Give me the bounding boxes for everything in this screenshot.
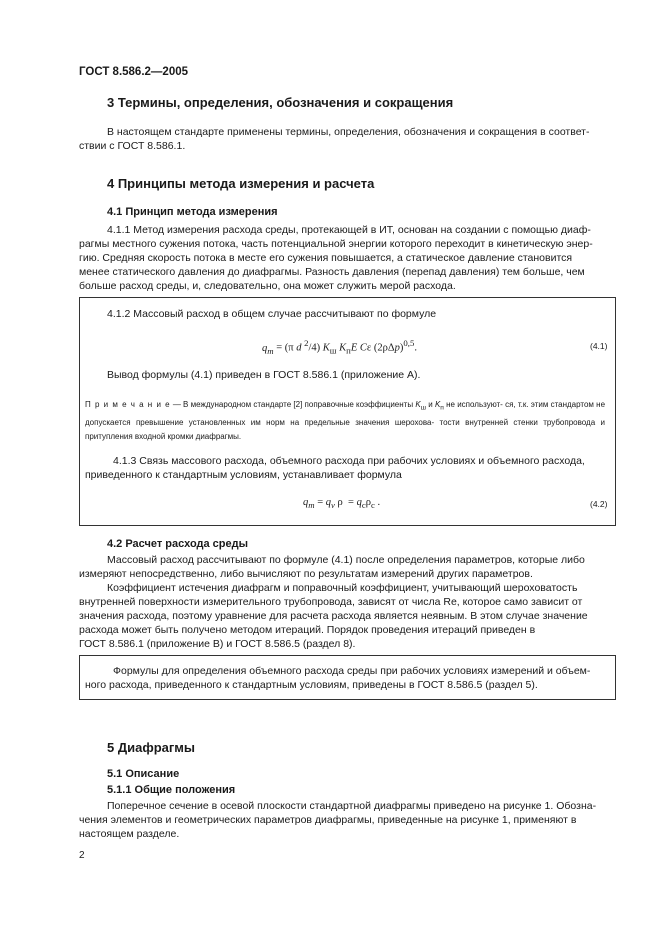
subsection-5-1-title: 5.1 Описание	[107, 768, 180, 780]
formula-4-2: $q_m = q_v$ $\rho = q_c\rho_c$ .	[303, 497, 381, 511]
section-5-title: 5 Диафрагмы	[107, 740, 196, 755]
paragraph-4-1-2: 4.1.2 Массовый расход в общем случае рассчитывают по формуле	[107, 308, 437, 320]
subsection-4-2-title: 4.2 Расчет расхода среды	[107, 538, 249, 550]
formula-4-1: $q_m = (\pi$ d $^2$/4) $K_ш$ $K_пE$ Cε $(2\rho\Delta p)^{0,5}$.	[262, 338, 417, 356]
standard-header: ГОСТ 8.586.2—2005	[79, 66, 189, 78]
equation-number-4-2: (4.2)	[590, 499, 608, 509]
equation-number-4-1: (4.1)	[590, 341, 608, 351]
subsection-4-1-title: 4.1 Принцип метода измерения	[107, 206, 278, 218]
paragraph-4-1-1: 4.1.1 Метод измерения расхода среды, протекающей в ИТ, основан на создании с помощью диаф- рагмы местного сужения потока, часть потенциальной энергии которого переходит в кинетическую энер- гию. Средняя скорость потока в месте его сужения повышается, а статическое давление становится менее статического давления до диафрагмы. Разность давления (перепад давления) тем больше, чем больше расход среды, и, следовательно, она может служить мерой расхода.	[79, 224, 593, 292]
paragraph-4-2-2: Коэффициент истечения диафрагм и поправочный коэффициент, учитывающий шероховатость внутренней поверхности измерительного трубопровода, зависят от числа Re, которое само зависит от значения расхода, поэтому уравнение для расчета расхода является неявным. В этом случае значение расхода может быть получено методом итераций. Порядок проведения итераций приведен в ГОСТ 8.586.1 (приложение В) и ГОСТ 8.586.5 (раздел 8).	[79, 582, 588, 650]
page-number: 2	[79, 850, 85, 861]
volumetric-note-text: Формулы для определения объемного расхода среды при рабочих условиях измерений и объем- ного расхода, приведенного к стандартным условиям, приведены в ГОСТ 8.586.5 (раздел 5).	[85, 665, 591, 691]
note-text: П р и м е ч а н и е — В международном стандарте [2] поправочные коэффициенты $K_ш$ и $K_п$ не используют- ся, т.к. этим стандартом не допускается превышение установленных им норм на предельные значения шерохова- тости внутренней стенки трубопровода и притупления входной кромки диафрагмы.	[85, 400, 606, 441]
section-3-title: 3 Термины, определения, обозначения и сокращения	[107, 95, 454, 110]
paragraph-5-1-1: Поперечное сечение в осевой плоскости стандартной диафрагмы приведено на рисунке 1. Обозна- чения элементов и геометрических параметров диафрагмы, приведенные на рисунке 1, применяют в настоящем разделе.	[79, 800, 597, 840]
paragraph-4-1-3: 4.1.3 Связь массового расхода, объемного расхода при рабочих условиях и объемного расхода, приведенного к стандартным условиям, устанавливает формула	[85, 455, 585, 481]
subsection-5-1-1-title: 5.1.1 Общие положения	[107, 784, 236, 796]
paragraph-4-2-1: Массовый расход рассчитывают по формуле (4.1) после определения параметров, которые либо измеряют непосредственно, либо вычисляют по результатам измерений других параметров.	[79, 554, 585, 580]
section-3-text: В настоящем стандарте применены термины, определения, обозначения и сокращения в соответ- ствии с ГОСТ 8.586.1.	[79, 126, 590, 152]
section-4-title: 4 Принципы метода измерения и расчета	[107, 176, 375, 191]
derivation-text: Вывод формулы (4.1) приведен в ГОСТ 8.586.1 (приложение А).	[107, 369, 421, 381]
